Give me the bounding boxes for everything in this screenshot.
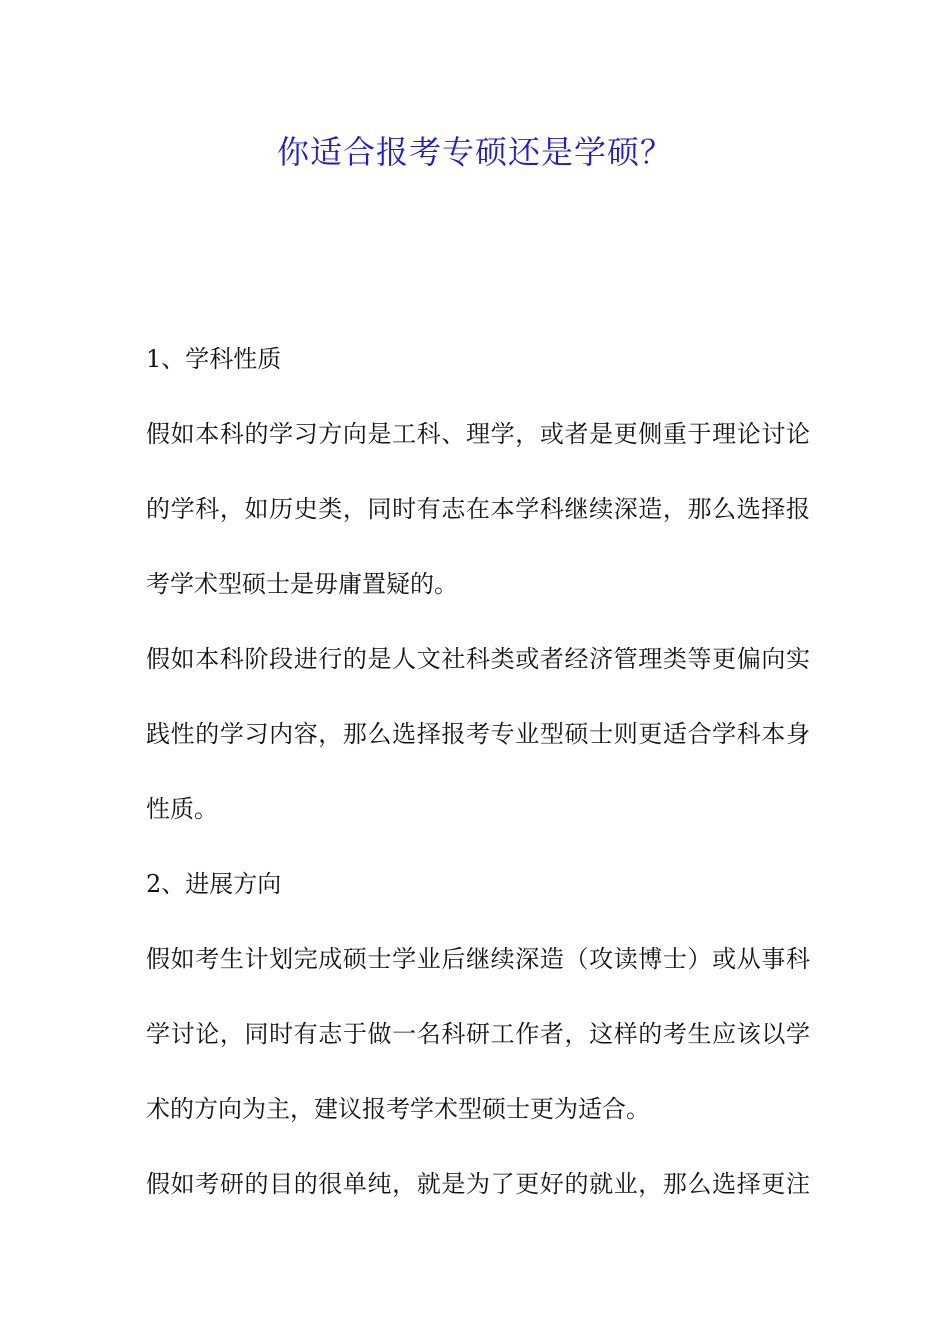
paragraph-line: 考学术型硕士是毋庸置疑的。: [146, 570, 458, 598]
paragraph-line: 的学科，如历史类，同时有志在本学科继续深造，那么选择报: [146, 495, 810, 523]
paragraph-line: 学讨论，同时有志于做一名科研工作者，这样的考生应该以学: [146, 1020, 810, 1048]
paragraph-line: 术的方向为主，建议报考学术型硕士更为适合。: [146, 1095, 650, 1123]
document-body: [146, 338, 810, 1238]
section-heading-2: 2、进展方向: [146, 870, 282, 898]
paragraph-line: 假如本科阶段进行的是人文社科类或者经济管理类等更偏向实: [146, 645, 810, 673]
paragraph-line: 假如本科的学习方向是工科、理学，或者是更侧重于理论讨论: [146, 420, 810, 448]
paragraph-line: 假如考研的目的很单纯，就是为了更好的就业，那么选择更注: [146, 1170, 810, 1198]
paragraph-line: 性质。: [146, 795, 218, 823]
document-title: 你适合报考专硕还是学硕？: [276, 133, 673, 171]
paragraph-line: 践性的学习内容，那么选择报考专业型硕士则更适合学科本身: [146, 720, 810, 748]
paragraph-line: 假如考生计划完成硕士学业后继续深造（攻读博士）或从事科: [146, 945, 810, 973]
section-heading-1: 1、学科性质: [146, 345, 282, 373]
